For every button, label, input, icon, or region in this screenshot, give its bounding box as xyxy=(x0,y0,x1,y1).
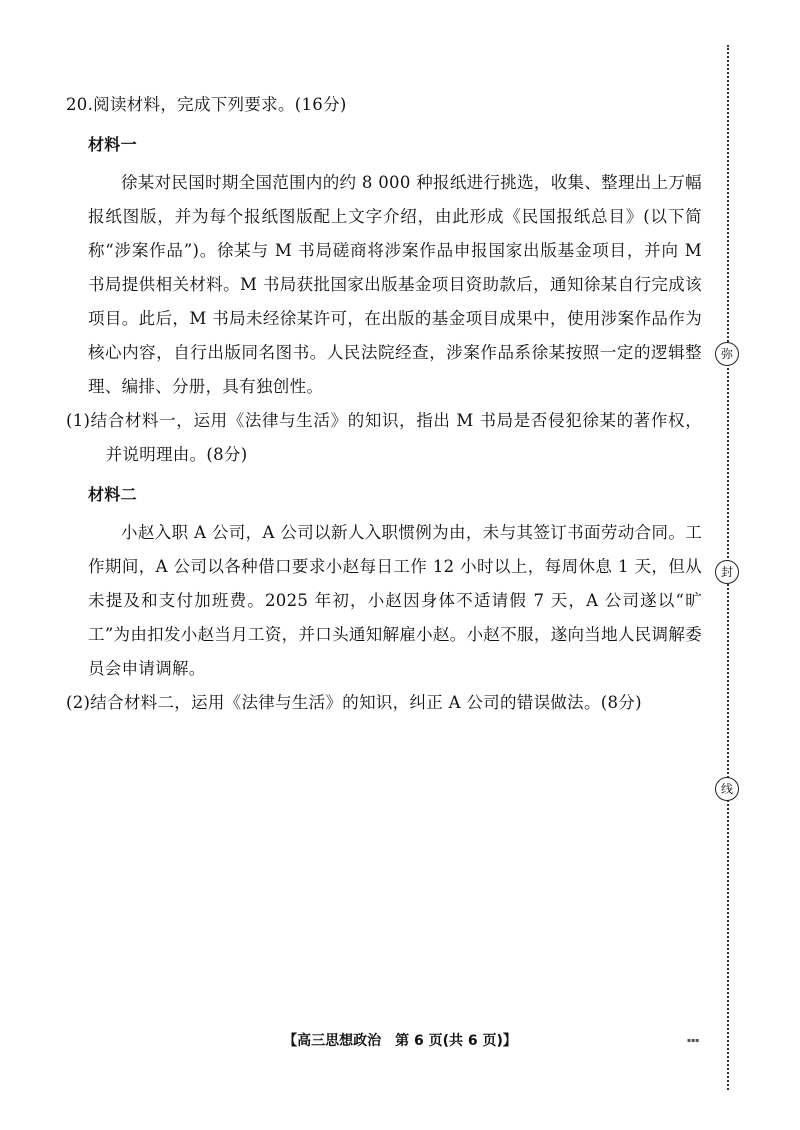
question-title: 20.阅读材料，完成下列要求。(16分) xyxy=(66,95,347,114)
page-footer: 【高三思想政治 第 6 页(共 6 页)】 xyxy=(283,1033,517,1049)
material-1-text: 徐某对民国时期全国范围内的约 8 000 种报纸进行挑选，收集、整理出上万幅报纸图版，并为每个报纸图版配上文字介绍，由此形成《民国报纸总目》(以下简称“涉案作品”)。徐某与 M 书局磋商将涉案作品申报国家出版基金项目，并向 M 书局提供相关材料。M 书局获批国家出版基金项目资助款后，通知徐某自行完成该项目。此后，M 书局未经徐某许可，在出版的基金项目成果中，使用涉案作品作为核心内容，自行出版同名图书。人民法院经查，涉案作品系徐某按照一定的逻辑整理、编排、分册，具有独创性。 xyxy=(88,173,702,396)
seal-mark-feng: 封 xyxy=(715,560,739,584)
scan-artifact: ▪▪▪ xyxy=(687,1037,700,1044)
material-2-heading: 材料二 xyxy=(88,485,137,504)
sub-question-2: (2)结合材料二，运用《法律与生活》的知识，纠正 A 公司的错误做法。(8分) xyxy=(66,693,642,712)
question-block xyxy=(66,88,702,720)
material-2-text: 小赵入职 A 公司，A 公司以新人入职惯例为由，未与其签订书面劳动合同。工作期间，A 公司以各种借口要求小赵每日工作 12 小时以上，每周休息 1 天，但从未提及和支付加班费。2025 年初，小赵因身体不适请假 7 天，A 公司遂以“旷工”为由扣发小赵当月工资，并口头通知解雇小赵。小赵不服，遂向当地人民调解委员会申请调解。 xyxy=(88,523,702,678)
seal-mark-mi: 弥 xyxy=(715,342,739,366)
sub-question-1: (1)结合材料一，运用《法律与生活》的知识，指出 M 书局是否侵犯徐某的著作权，并说明理由。(8分) xyxy=(66,411,702,464)
material-1-heading: 材料一 xyxy=(88,135,137,154)
seal-mark-xian: 线 xyxy=(715,777,739,801)
